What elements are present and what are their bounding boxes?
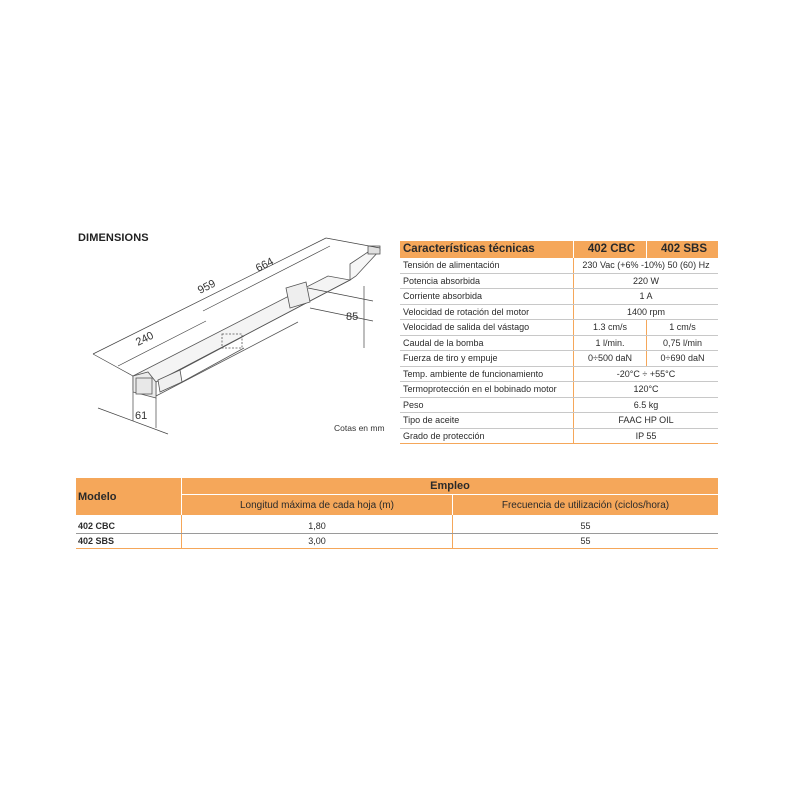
table-row	[400, 289, 718, 305]
spec-value: 1400 rpm	[574, 304, 719, 320]
spec-value: 1 A	[574, 289, 719, 305]
usage-length: 3,00	[182, 534, 453, 549]
spec-label: Peso	[400, 397, 574, 413]
usage-model: 402 SBS	[76, 534, 182, 549]
spec-label: Tensión de alimentación	[400, 258, 574, 273]
spec-value-sbs: 0÷690 daN	[647, 351, 719, 367]
table-row	[400, 273, 718, 289]
dimensions-title: DIMENSIONS	[78, 232, 149, 244]
table-row	[76, 534, 718, 549]
dim-85-label: 85	[346, 311, 359, 323]
usage-header-empleo: Empleo	[182, 478, 719, 495]
dim-664-label: 664	[253, 255, 276, 275]
spec-label: Velocidad de salida del vástago	[400, 320, 574, 336]
spec-label: Termoprotección en el bobinado motor	[400, 382, 574, 398]
table-row	[400, 258, 718, 273]
spec-value: FAAC HP OIL	[574, 413, 719, 429]
table-row	[400, 413, 718, 429]
actuator-dimension-drawing	[88, 236, 388, 436]
table-row	[400, 335, 718, 351]
table-row	[400, 320, 718, 336]
spec-label: Potencia absorbida	[400, 273, 574, 289]
spec-value: 220 W	[574, 273, 719, 289]
table-row	[400, 428, 718, 444]
usage-header-length: Longitud máxima de cada hoja (m)	[182, 495, 453, 516]
usage-table	[76, 478, 718, 549]
spec-value: IP 55	[574, 428, 719, 444]
spec-value-cbc: 1 l/min.	[574, 335, 647, 351]
table-row	[400, 304, 718, 320]
spec-value: 6.5 kg	[574, 397, 719, 413]
specs-header-cbc: 402 CBC	[574, 241, 647, 258]
spec-label: Caudal de la bomba	[400, 335, 574, 351]
table-row	[400, 351, 718, 367]
usage-header-model: Modelo	[76, 478, 182, 515]
table-row	[400, 397, 718, 413]
usage-header-frequency: Frecuencia de utilización (ciclos/hora)	[453, 495, 719, 516]
specs-table	[400, 241, 718, 444]
spec-label: Fuerza de tiro y empuje	[400, 351, 574, 367]
spec-value-sbs: 0,75 l/min	[647, 335, 719, 351]
usage-model: 402 CBC	[76, 515, 182, 534]
spec-label: Velocidad de rotación del motor	[400, 304, 574, 320]
specs-header-sbs: 402 SBS	[647, 241, 719, 258]
spec-value: 230 Vac (+6% -10%) 50 (60) Hz	[574, 258, 719, 273]
spec-label: Tipo de aceite	[400, 413, 574, 429]
spec-value-sbs: 1 cm/s	[647, 320, 719, 336]
specs-header-label: Características técnicas	[400, 241, 574, 258]
table-row	[76, 515, 718, 534]
table-row	[400, 382, 718, 398]
units-note: Cotas en mm	[334, 423, 385, 433]
spec-value: -20°C ÷ +55°C	[574, 366, 719, 382]
usage-length: 1,80	[182, 515, 453, 534]
table-row	[400, 366, 718, 382]
dim-959-label: 959	[195, 277, 218, 297]
spec-label: Grado de protección	[400, 428, 574, 444]
spec-value: 120°C	[574, 382, 719, 398]
usage-frequency: 55	[453, 515, 719, 534]
spec-value-cbc: 1.3 cm/s	[574, 320, 647, 336]
spec-label: Temp. ambiente de funcionamiento	[400, 366, 574, 382]
spec-value-cbc: 0÷500 daN	[574, 351, 647, 367]
dim-61-label: 61	[135, 410, 148, 422]
dim-240-label: 240	[133, 329, 156, 349]
usage-frequency: 55	[453, 534, 719, 549]
spec-label: Corriente absorbida	[400, 289, 574, 305]
